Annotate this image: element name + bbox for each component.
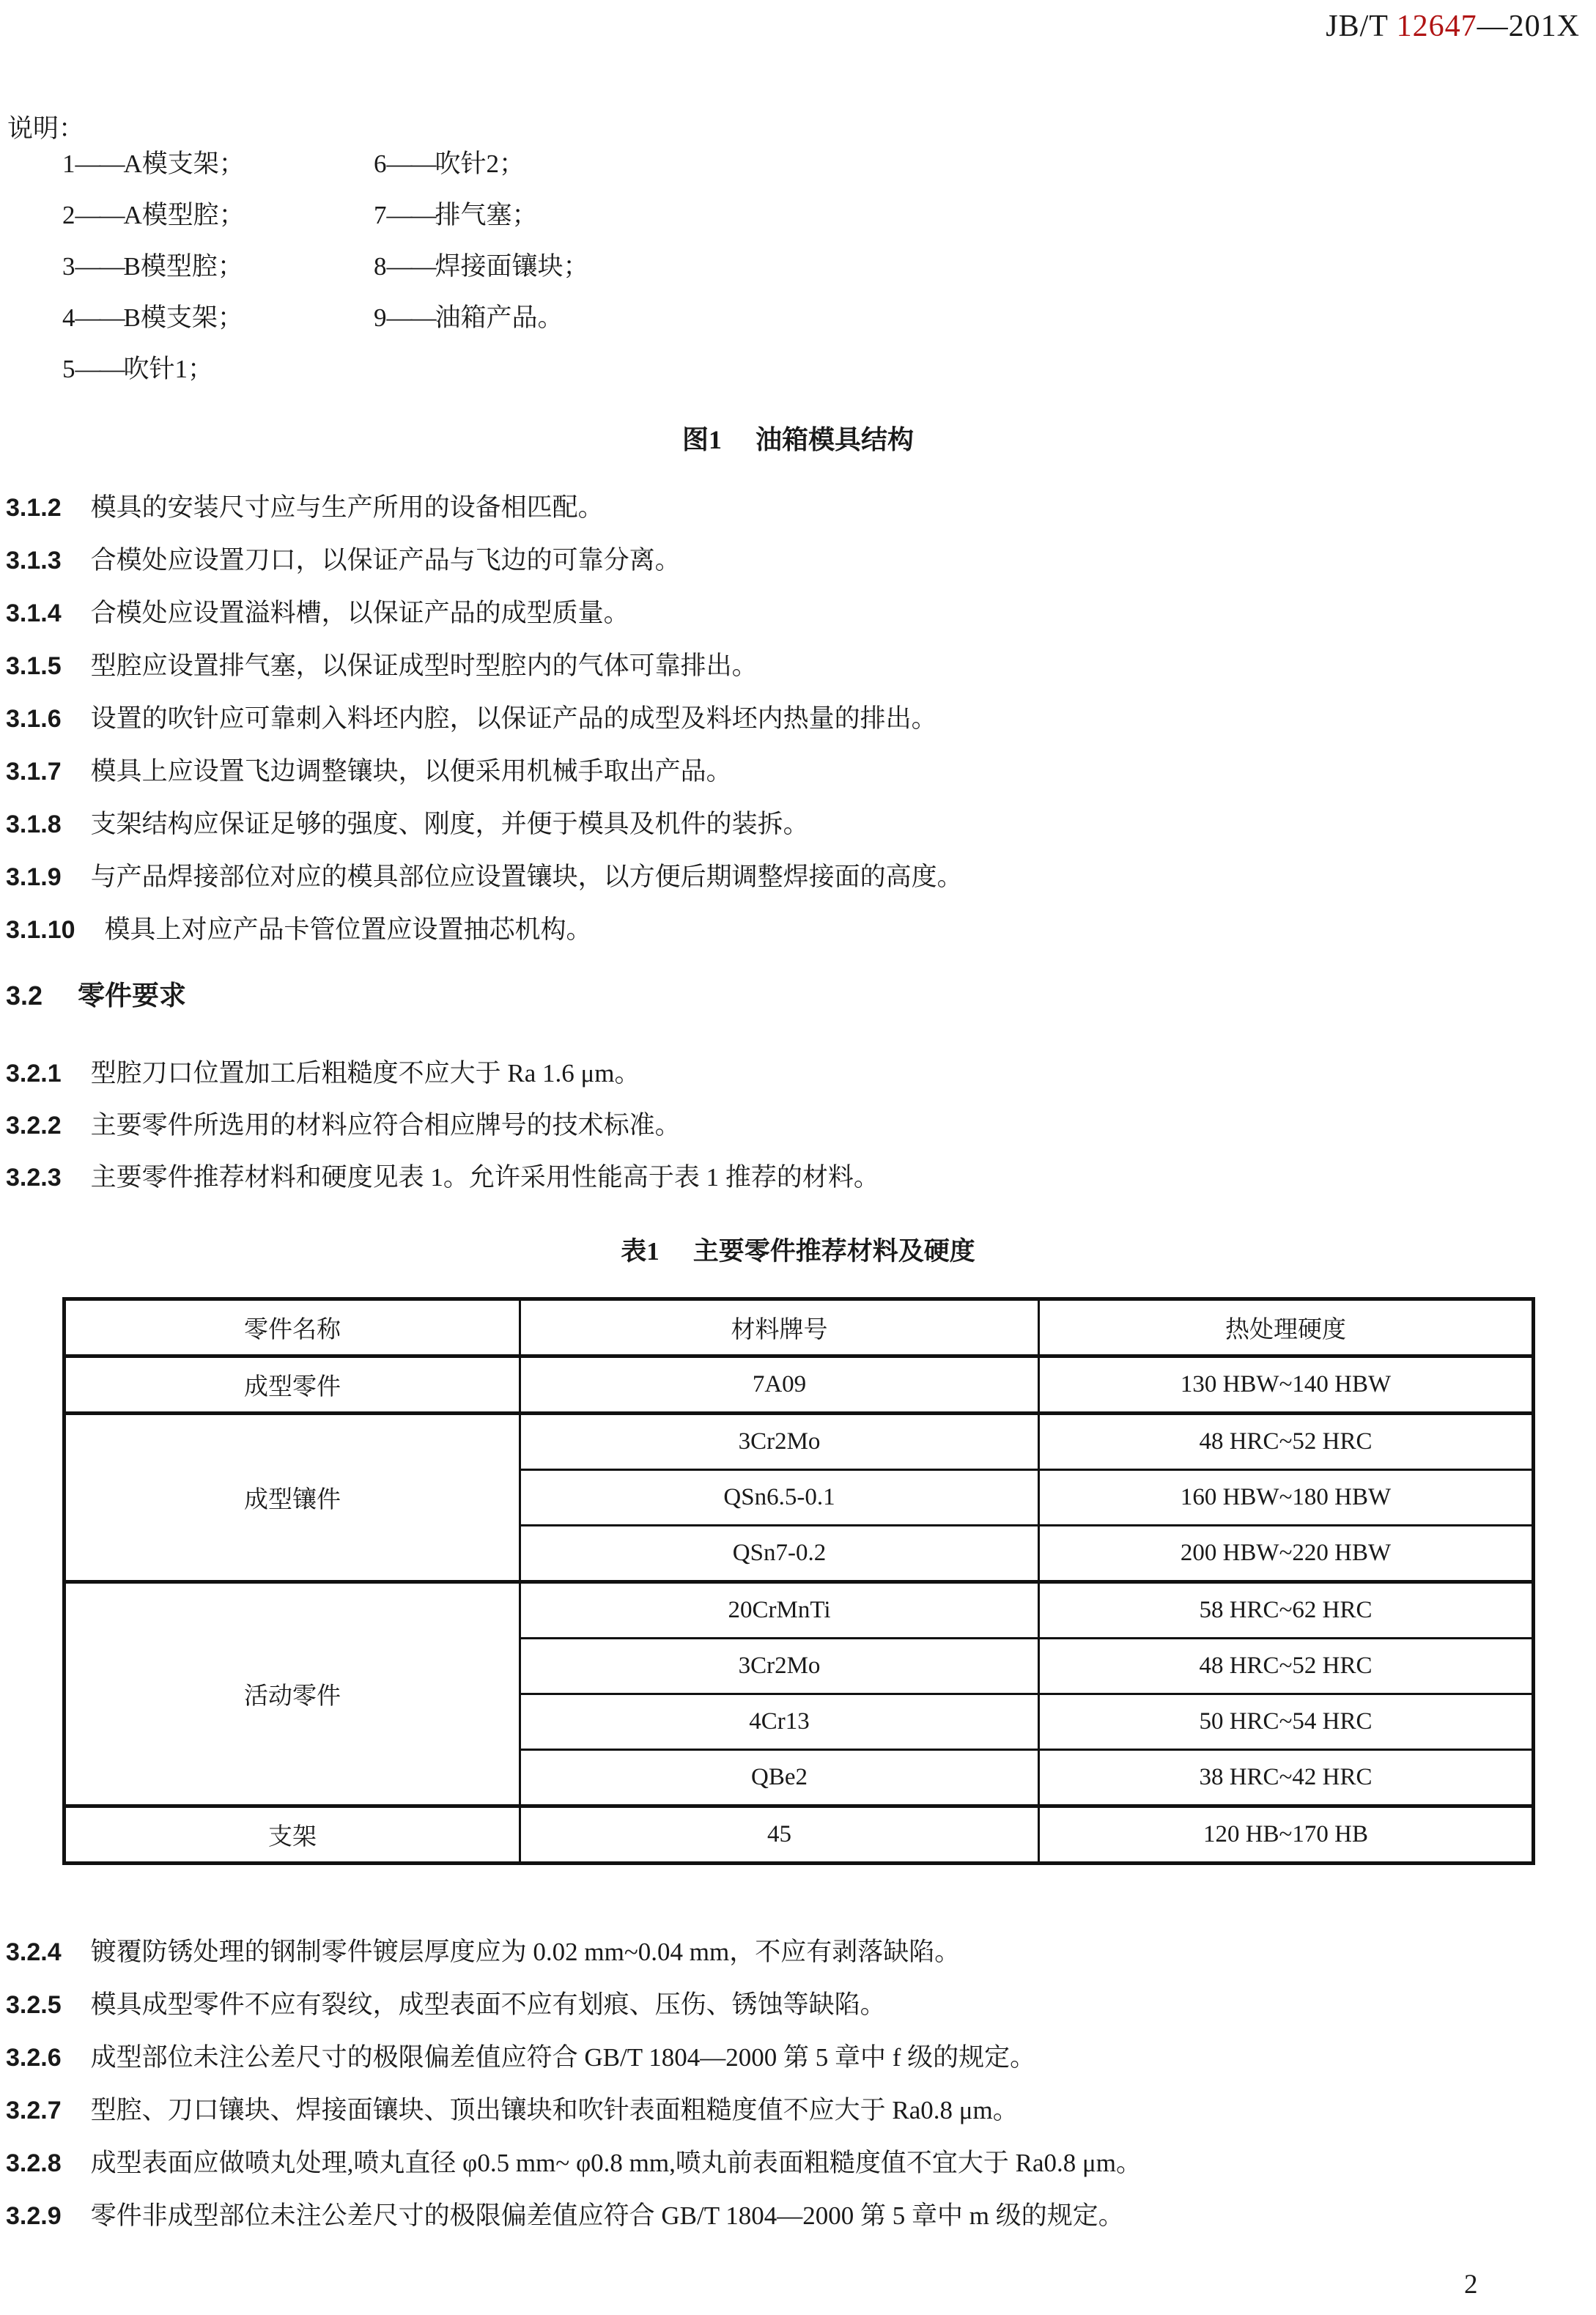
material-cell: QSn6.5-0.1 xyxy=(520,1470,1039,1526)
material-cell: 45 xyxy=(520,1806,1039,1864)
standard-number: 12647 xyxy=(1396,10,1477,43)
hardness-cell: 48 HRC~52 HRC xyxy=(1039,1414,1534,1470)
clause-text: 模具成型零件不应有裂纹，成型表面不应有划痕、压伤、锈蚀等缺陷。 xyxy=(90,1990,886,2019)
hardness-cell: 160 HBW~180 HBW xyxy=(1039,1470,1534,1526)
clause-number: 3.1.8 xyxy=(6,811,62,838)
legend-item-3: 3——B模型腔； xyxy=(62,252,243,281)
clause-3-1-5 xyxy=(6,646,1595,682)
clause-3-2-5 xyxy=(6,1984,1595,2021)
clause-number: 3.2.9 xyxy=(6,2202,62,2230)
material-cell: QBe2 xyxy=(520,1750,1039,1806)
hardness-cell: 120 HB~170 HB xyxy=(1039,1806,1534,1864)
clause-text: 主要零件推荐材料和硬度见表 1。允许采用性能高于表 1 推荐的材料。 xyxy=(90,1163,879,1192)
legend-item-2: 2——A模型腔； xyxy=(62,201,245,229)
clause-number: 3.2.8 xyxy=(6,2149,62,2177)
clause-3-2-1 xyxy=(6,1053,1595,1090)
material-cell: 20CrMnTi xyxy=(520,1582,1039,1639)
clause-3-1-7 xyxy=(6,751,1595,788)
clause-text: 主要零件所选用的材料应符合相应牌号的技术标准。 xyxy=(90,1111,681,1140)
material-cell: 4Cr13 xyxy=(520,1694,1039,1750)
clause-number: 3.2.1 xyxy=(6,1060,62,1088)
legend-dash: —— xyxy=(386,201,435,229)
part-name-cell: 支架 xyxy=(64,1806,520,1864)
clause-3-2-2 xyxy=(6,1105,1595,1142)
clause-number: 3.1.6 xyxy=(6,705,62,733)
table-row xyxy=(64,1582,1534,1639)
hardness-cell: 130 HBW~140 HBW xyxy=(1039,1356,1534,1414)
legend-label: B模支架； xyxy=(123,303,243,332)
legend-item-1: 1——A模支架； xyxy=(62,149,245,178)
clause-number: 3.2.5 xyxy=(6,1991,62,2019)
standard-suffix: —201X xyxy=(1477,10,1580,43)
page-number: 2 xyxy=(1464,2270,1478,2300)
table-caption-number: 表1 xyxy=(621,1237,660,1266)
clause-number: 3.2.4 xyxy=(6,1938,62,1966)
clause-text: 成型表面应做喷丸处理,喷丸直径 φ0.5 mm~ φ0.8 mm,喷丸前表面粗糙度值不宜大于 Ra0.8 μm。 xyxy=(90,2149,1142,2177)
legend-label: B模型腔； xyxy=(123,252,243,281)
legend-label: A模支架； xyxy=(123,149,245,178)
material-cell: 3Cr2Mo xyxy=(520,1639,1039,1694)
clause-text: 型腔、刀口镶块、焊接面镶块、顶出镶块和吹针表面粗糙度值不应大于 Ra0.8 μm。 xyxy=(90,2096,1019,2124)
figure-caption xyxy=(0,419,1596,457)
clause-number: 3.2.2 xyxy=(6,1112,62,1140)
hardness-cell: 58 HRC~62 HRC xyxy=(1039,1582,1534,1639)
clause-text: 型腔刀口位置加工后粗糙度不应大于 Ra 1.6 μm。 xyxy=(90,1059,640,1088)
legend-label: A模型腔； xyxy=(123,201,245,229)
clause-3-2-7 xyxy=(6,2090,1595,2127)
legend-item-7: 7——排气塞； xyxy=(374,201,538,229)
clause-text: 成型部位未注公差尺寸的极限偏差值应符合 GB/T 1804—2000 第 5 章中 f 级的规定。 xyxy=(90,2043,1036,2072)
clause-text: 合模处应设置溢料槽，以保证产品的成型质量。 xyxy=(90,599,629,627)
clause-text: 合模处应设置刀口，以保证产品与飞边的可靠分离。 xyxy=(90,546,681,575)
legend-item-6: 6——吹针2； xyxy=(374,149,525,178)
clause-text: 与产品焊接部位对应的模具部位应设置镶块，以方便后期调整焊接面的高度。 xyxy=(90,863,963,891)
clause-number: 3.1.7 xyxy=(6,758,62,786)
standard-prefix: JB/T xyxy=(1326,10,1397,43)
legend-row xyxy=(0,144,1596,188)
hardness-cell: 48 HRC~52 HRC xyxy=(1039,1639,1534,1694)
clause-text: 型腔应设置排气塞，以保证成型时型腔内的气体可靠排出。 xyxy=(90,651,758,680)
clause-text: 镀覆防锈处理的钢制零件镀层厚度应为 0.02 mm~0.04 mm，不应有剥落缺陷。 xyxy=(90,1938,961,1966)
legend-dash: —— xyxy=(386,149,435,178)
legend-dash: —— xyxy=(386,252,435,281)
clause-3-1-10 xyxy=(6,909,1595,946)
figure-caption-title: 油箱模具结构 xyxy=(755,425,915,454)
legend-row xyxy=(0,298,1596,341)
legend-item-4: 4——B模支架； xyxy=(62,303,243,332)
clause-3-1-8 xyxy=(6,804,1595,841)
section-title: 零件要求 xyxy=(78,981,187,1011)
legend-label: 排气塞； xyxy=(435,201,538,229)
col-header-part-name: 零件名称 xyxy=(64,1299,520,1356)
clause-number: 3.1.3 xyxy=(6,547,62,575)
clause-3-1-9 xyxy=(6,857,1595,893)
hardness-cell: 200 HBW~220 HBW xyxy=(1039,1526,1534,1582)
legend-dash: —— xyxy=(75,201,124,229)
materials-hardness-table xyxy=(62,1297,1535,1865)
legend-label: 油箱产品。 xyxy=(435,303,564,332)
material-cell: 3Cr2Mo xyxy=(520,1414,1039,1470)
legend-dash: —— xyxy=(75,149,124,178)
clause-text: 模具的安装尺寸应与生产所用的设备相匹配。 xyxy=(90,493,604,522)
legend-dash: —— xyxy=(386,303,435,332)
legend-item-5: 5——吹针1； xyxy=(62,355,214,383)
standard-number-header xyxy=(1326,9,1580,44)
clause-number: 3.2.6 xyxy=(6,2044,62,2072)
legend-row xyxy=(0,246,1596,290)
legend-dash: —— xyxy=(75,252,124,281)
legend-row xyxy=(0,349,1596,393)
table-header-row xyxy=(64,1299,1534,1356)
table-caption xyxy=(0,1231,1596,1268)
part-name-cell: 成型零件 xyxy=(64,1356,520,1414)
section-3-2-heading xyxy=(6,973,186,1013)
table-row xyxy=(64,1806,1534,1864)
legend-item-8: 8——焊接面镶块； xyxy=(374,252,589,281)
legend-label: 吹针1； xyxy=(123,355,214,383)
legend-dash: —— xyxy=(75,355,124,383)
clause-number: 3.2.3 xyxy=(6,1164,62,1192)
clause-3-2-9 xyxy=(6,2196,1595,2232)
material-cell: QSn7-0.2 xyxy=(520,1526,1039,1582)
hardness-cell: 50 HRC~54 HRC xyxy=(1039,1694,1534,1750)
clause-3-1-6 xyxy=(6,698,1595,735)
clause-3-2-6 xyxy=(6,2037,1595,2074)
legend-dash: —— xyxy=(75,303,124,332)
legend-label: 焊接面镶块； xyxy=(435,252,589,281)
clause-3-1-2 xyxy=(6,487,1595,524)
clause-text: 设置的吹针应可靠刺入料坯内腔，以保证产品的成型及料坯内热量的排出。 xyxy=(90,704,937,733)
hardness-cell: 38 HRC~42 HRC xyxy=(1039,1750,1534,1806)
clause-3-2-3 xyxy=(6,1157,1595,1194)
figure-caption-number: 图1 xyxy=(681,425,722,454)
clause-text: 支架结构应保证足够的强度、刚度，并便于模具及机件的装拆。 xyxy=(90,810,809,838)
legend-label: 吹针2； xyxy=(435,149,525,178)
clause-text: 模具上应设置飞边调整镶块，以便采用机械手取出产品。 xyxy=(90,757,732,786)
clause-text: 零件非成型部位未注公差尺寸的极限偏差值应符合 GB/T 1804—2000 第 5 章中 m 级的规定。 xyxy=(90,2201,1124,2230)
clause-3-2-4 xyxy=(6,1932,1595,1968)
clause-number: 3.1.9 xyxy=(6,863,62,891)
section-number: 3.2 xyxy=(6,981,43,1011)
part-name-cell: 活动零件 xyxy=(64,1582,520,1806)
clause-3-1-4 xyxy=(6,593,1595,629)
clause-number: 3.1.2 xyxy=(6,494,62,522)
col-header-hardness: 热处理硬度 xyxy=(1039,1299,1534,1356)
clause-number: 3.1.4 xyxy=(6,599,62,627)
legend-row xyxy=(0,195,1596,239)
table-caption-title: 主要零件推荐材料及硬度 xyxy=(692,1237,975,1266)
clause-number: 3.1.10 xyxy=(6,916,75,944)
col-header-material: 材料牌号 xyxy=(520,1299,1039,1356)
legend-title: 说明： xyxy=(7,114,85,143)
clause-3-1-3 xyxy=(6,540,1595,577)
clause-text: 模具上对应产品卡管位置应设置抽芯机构。 xyxy=(104,915,592,944)
clause-number: 3.2.7 xyxy=(6,2097,62,2124)
clause-number: 3.1.5 xyxy=(6,652,62,680)
table-row xyxy=(64,1356,1534,1414)
part-name-cell: 成型镶件 xyxy=(64,1414,520,1582)
clause-3-2-8 xyxy=(6,2143,1595,2179)
material-cell: 7A09 xyxy=(520,1356,1039,1414)
table-row xyxy=(64,1414,1534,1470)
legend-item-9: 9——油箱产品。 xyxy=(374,303,564,332)
